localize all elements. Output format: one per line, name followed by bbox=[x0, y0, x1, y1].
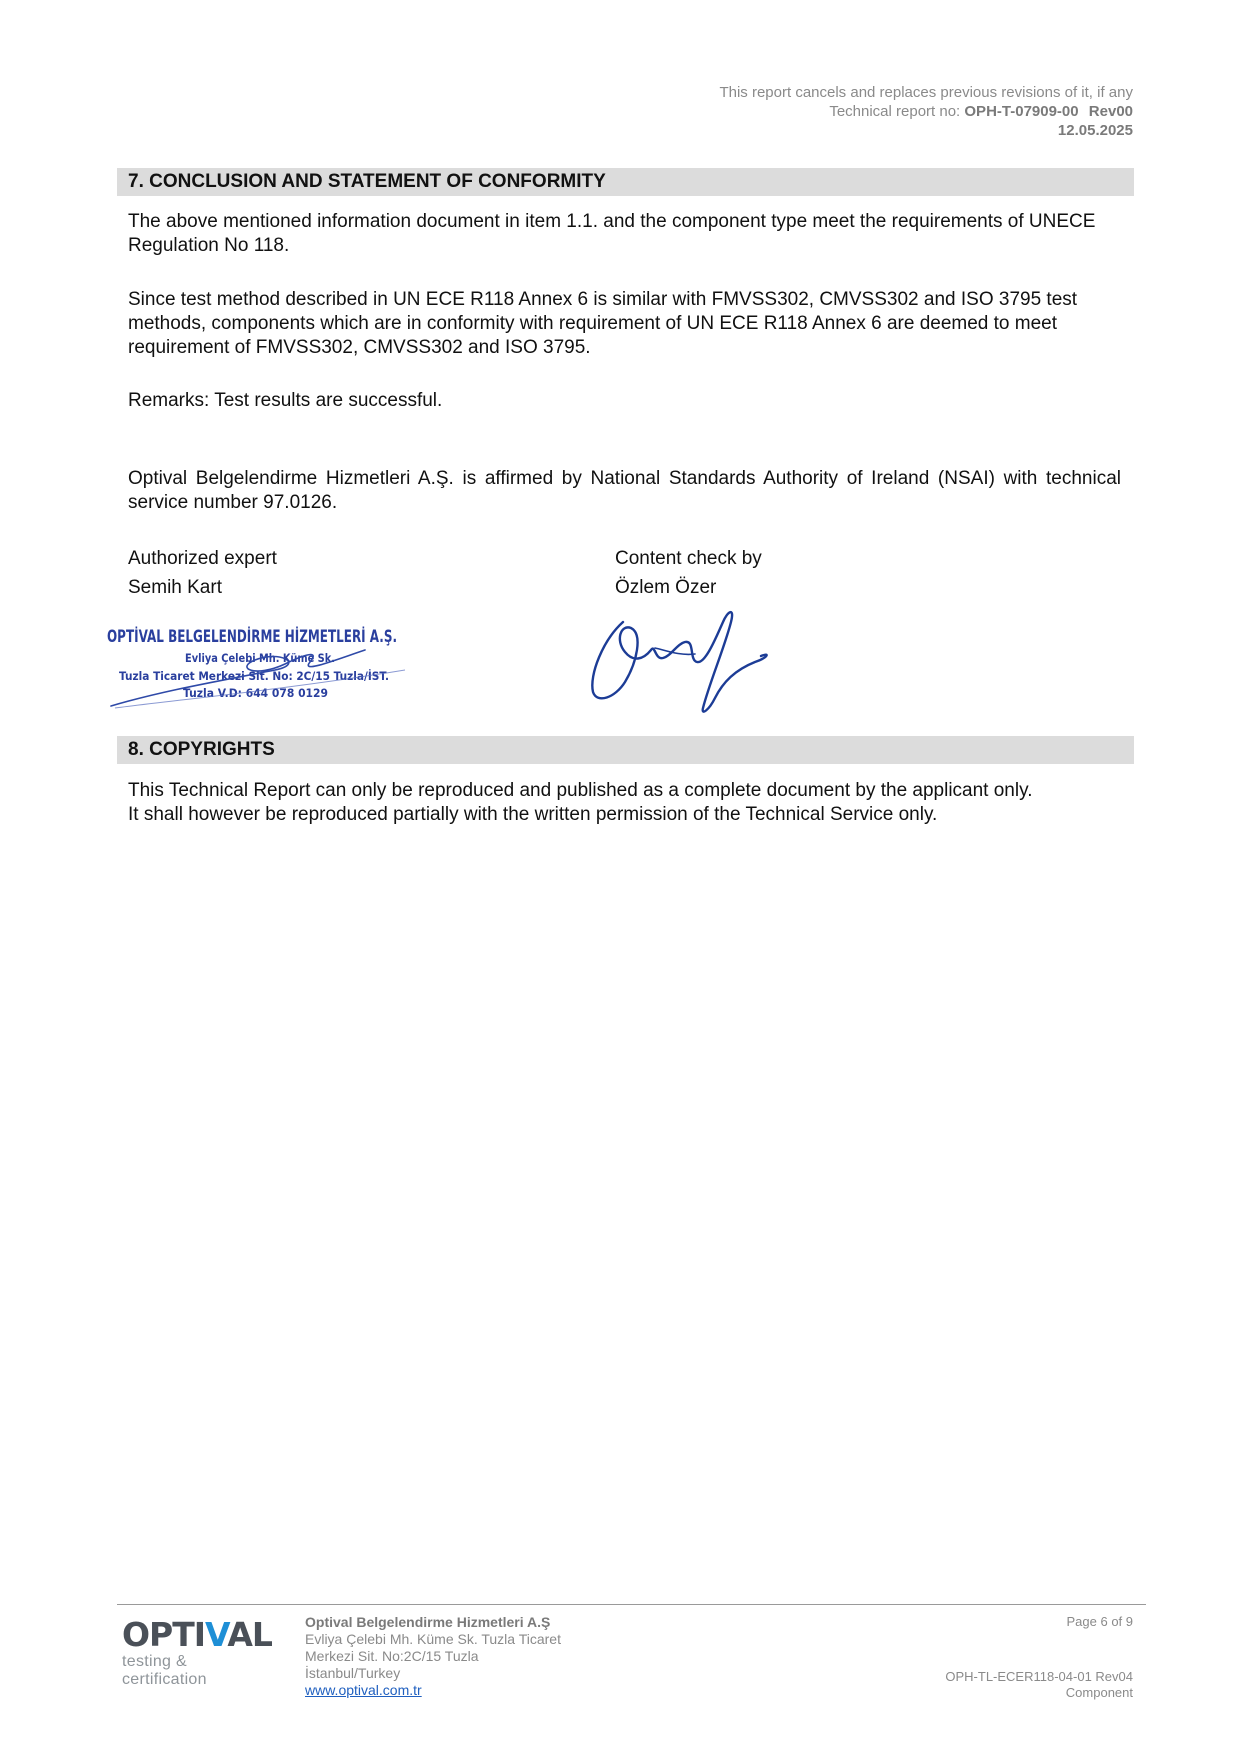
company-stamp bbox=[105, 620, 519, 712]
footer-form-type: Component bbox=[1065, 1685, 1133, 1700]
footer-address-line-3: İstanbul/Turkey bbox=[305, 1665, 401, 1681]
footer-divider bbox=[117, 1604, 1146, 1605]
optival-logo bbox=[122, 1617, 272, 1689]
header-report-number-line bbox=[719, 102, 1133, 121]
footer-company-name: Optival Belgelendirme Hizmetleri A.Ş bbox=[305, 1614, 551, 1630]
svg-text:Evliya Çelebi Mh. Küme Sk.: Evliya Çelebi Mh. Küme Sk. bbox=[185, 651, 335, 665]
authorized-expert-name: Semih Kart bbox=[128, 577, 222, 598]
header-report-label: Technical report no: bbox=[829, 103, 961, 120]
handwritten-signature bbox=[585, 600, 785, 718]
page-number: Page 6 of 9 bbox=[1066, 1614, 1133, 1629]
copyright-text bbox=[128, 779, 1121, 827]
svg-text:OPTİVAL BELGELENDİRME HİZMETLE: OPTİVAL BELGELENDİRME HİZMETLERİ A.Ş. bbox=[107, 627, 519, 647]
authorized-expert-label: Authorized expert bbox=[128, 548, 277, 569]
nsai-affirmation-paragraph: Optival Belgelendirme Hizmetleri A.Ş. is affirmed by National Standards Authority of Ireland (NSAI) with technical service number 97.0126. bbox=[128, 468, 1121, 513]
footer-address-line-1: Evliya Çelebi Mh. Küme Sk. Tuzla Ticaret bbox=[305, 1631, 561, 1647]
header-revision-note: This report cancels and replaces previous revisions of it, if any bbox=[719, 84, 1133, 101]
section-7-title: 7. CONCLUSION AND STATEMENT OF CONFORMITY bbox=[117, 168, 1134, 196]
content-check-block bbox=[615, 544, 762, 602]
footer-address-line-2: Merkezi Sit. No:2C/15 Tuzla bbox=[305, 1648, 479, 1664]
header-date: 12.05.2025 bbox=[1057, 122, 1133, 139]
copyright-line-1: This Technical Report can only be reproduced and published as a complete document by the applicant only. bbox=[128, 780, 1033, 801]
remarks-text: Remarks: Test results are successful. bbox=[128, 390, 443, 411]
test-method-paragraph: Since test method described in UN ECE R118 Annex 6 is similar with FMVSS302, CMVSS302 and ISO 3795 test methods, components which are in conformity with requirement of UN ECE R118 Annex 6 are deemed to meet requirement of FMVSS302, CMVSS302 and ISO 3795. bbox=[128, 289, 1078, 358]
conclusion-paragraph: The above mentioned information document in item 1.1. and the component type meet the requirements of UNECE Regulation No 118. bbox=[128, 211, 1096, 256]
svg-text:Tuzla V.D: 644 078 0129: Tuzla V.D: 644 078 0129 bbox=[183, 686, 328, 700]
copyright-line-2: It shall however be reproduced partially with the written permission of the Technical Service only. bbox=[128, 804, 938, 825]
section-8-title: 8. COPYRIGHTS bbox=[117, 736, 1134, 764]
footer-form-info bbox=[945, 1669, 1133, 1701]
logo-tagline: testing & certification bbox=[122, 1653, 207, 1688]
footer-website-link[interactable]: www.optival.com.tr bbox=[305, 1682, 422, 1698]
content-check-name: Özlem Özer bbox=[615, 577, 717, 598]
footer-form-code: OPH-TL-ECER118-04-01 Rev04 bbox=[945, 1669, 1133, 1684]
content-check-label: Content check by bbox=[615, 548, 762, 569]
header-report-number: OPH-T-07909-00 bbox=[964, 103, 1079, 120]
svg-text:Tuzla Ticaret Merkezi Sit. No:: Tuzla Ticaret Merkezi Sit. No: 2C/15 Tuzla/İST. bbox=[119, 669, 414, 683]
logo-wordmark: OPTIVAL bbox=[122, 1615, 272, 1654]
authorized-expert-block bbox=[128, 544, 277, 602]
header-revision: Rev00 bbox=[1088, 103, 1133, 120]
footer-address bbox=[305, 1614, 561, 1699]
report-header bbox=[719, 83, 1133, 140]
